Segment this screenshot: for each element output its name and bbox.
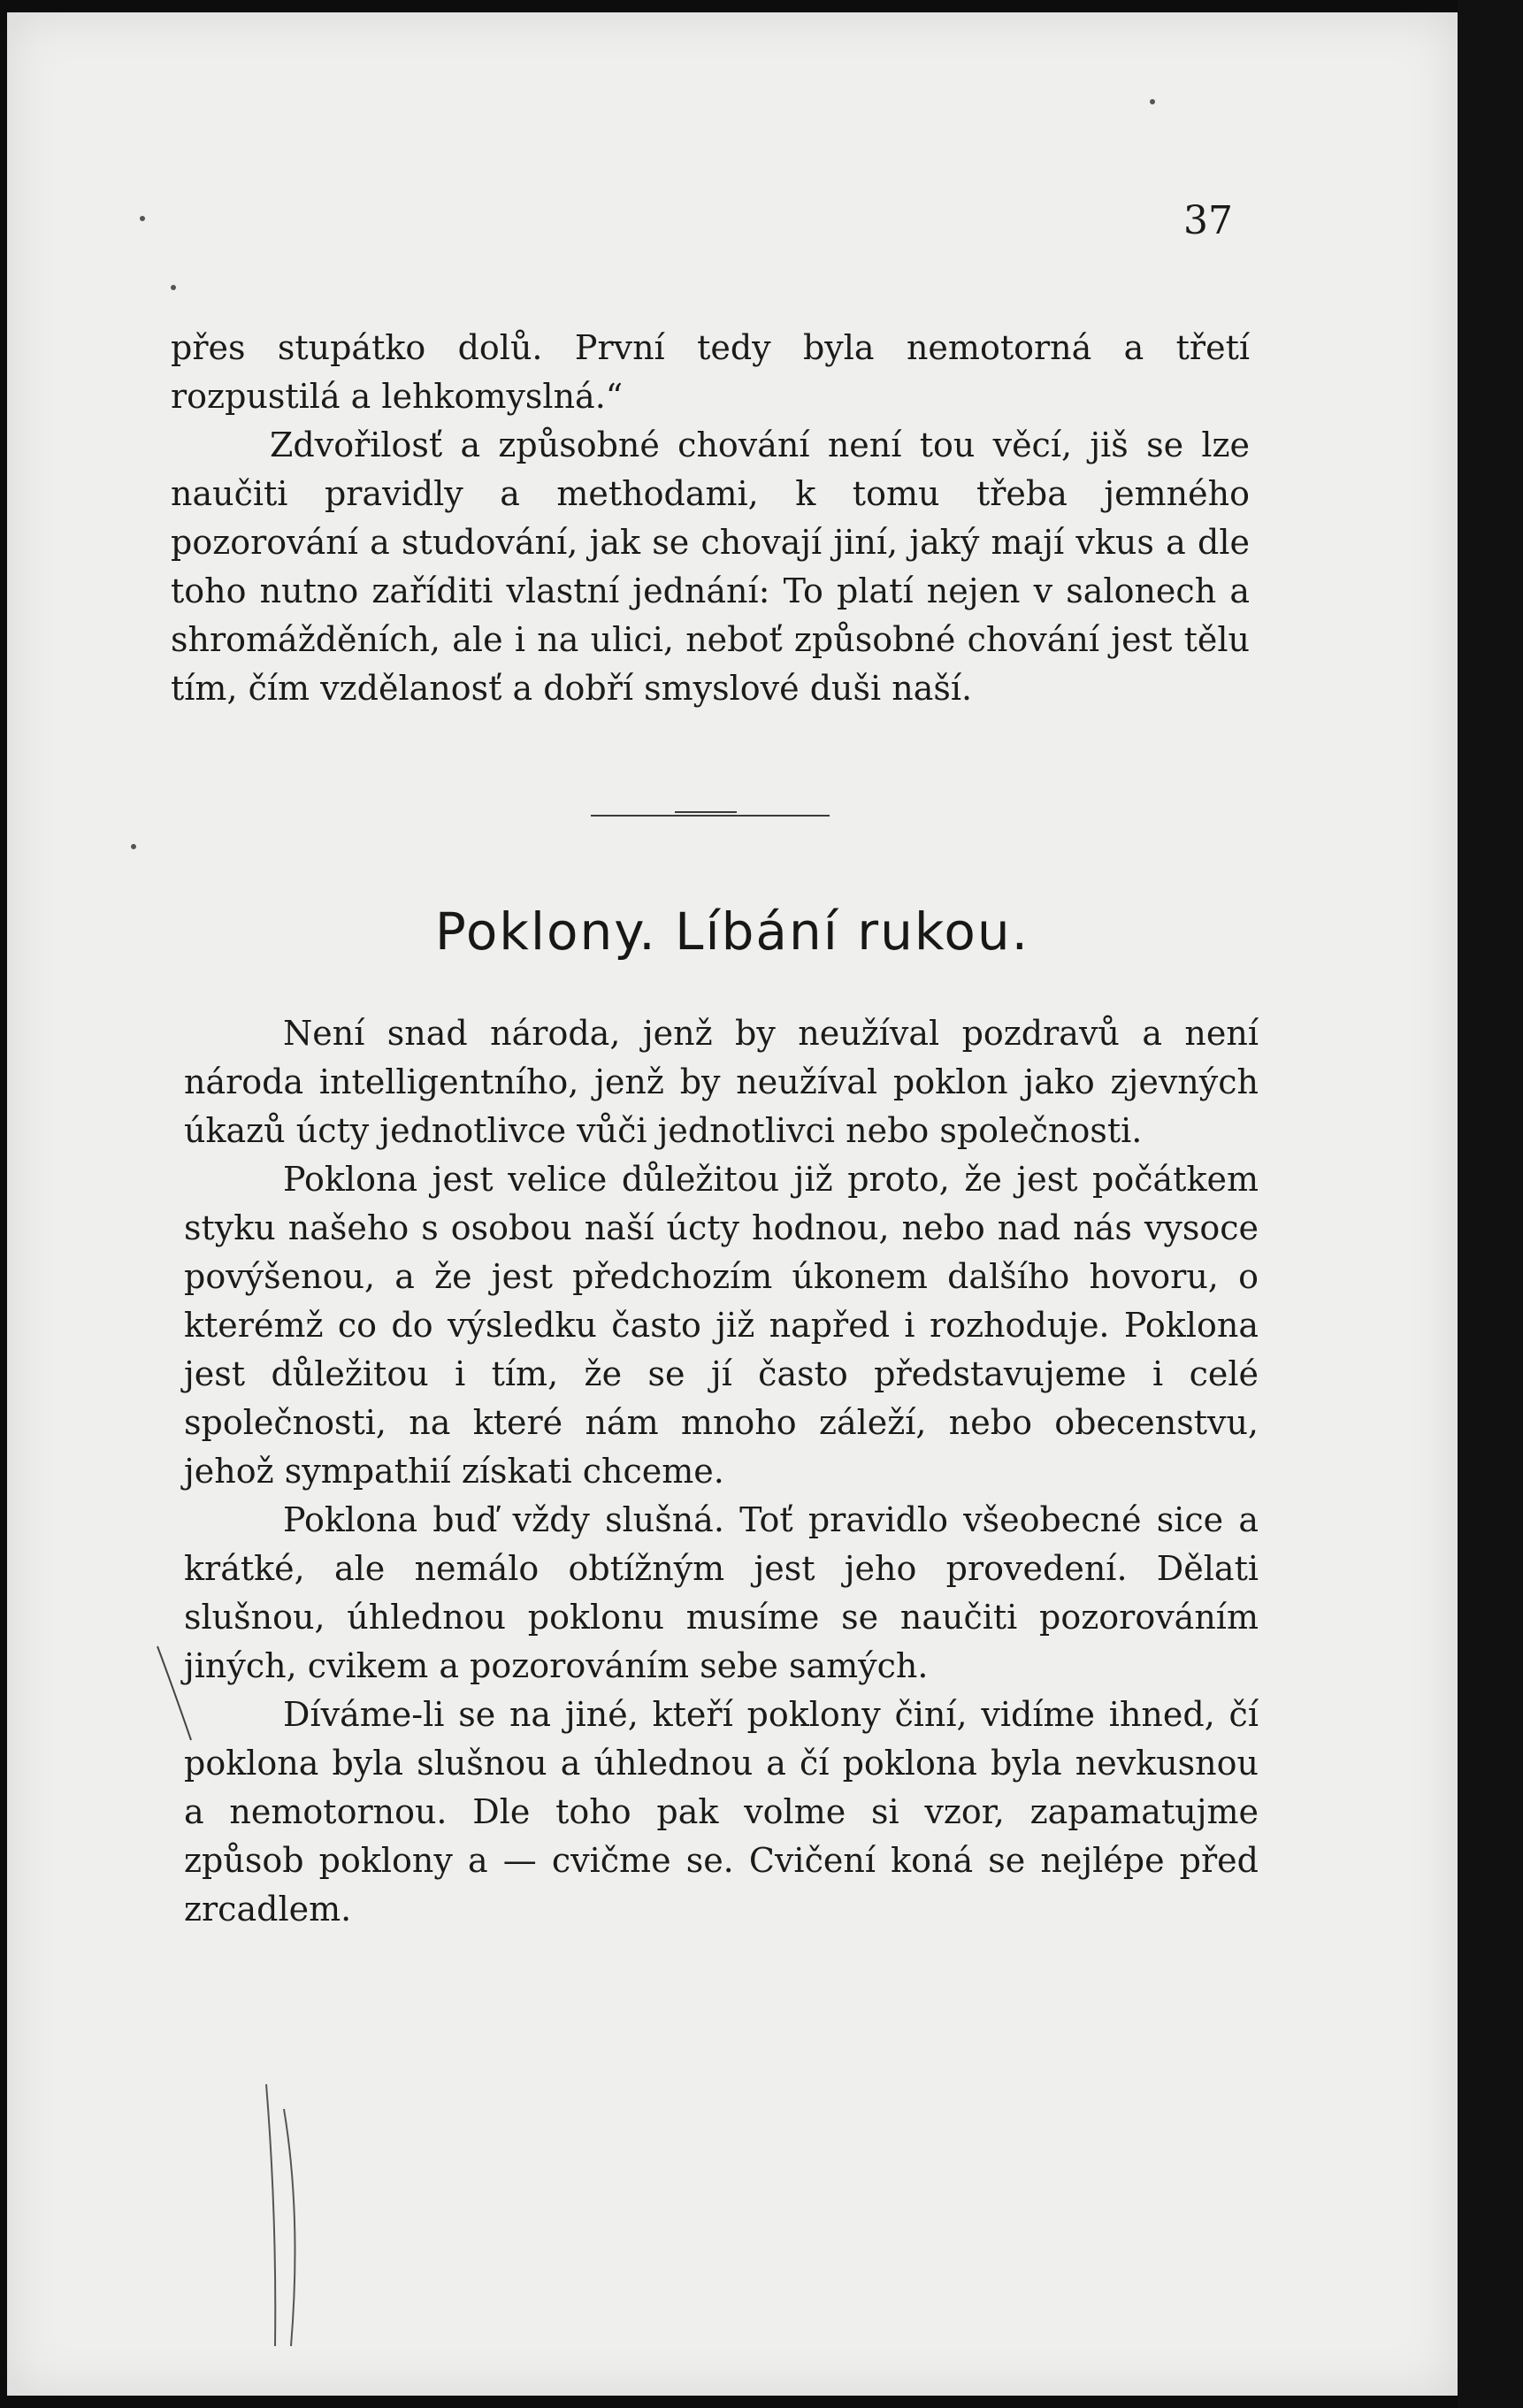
paragraph: Díváme-li se na jiné, kteří poklony činí, vidíme ihned, čí poklona byla slušnou a úhlednou a čí poklona byla nevkusnou a nemotornou. Dle toho pak volme si vzor, zapamatujme způsob poklony a — cvičme se. Cvičení koná se nejlépe před zrcadlem. — [184, 1695, 1259, 1929]
paper-speck — [1150, 99, 1155, 104]
scan-border — [1458, 0, 1523, 2408]
pencil-mark — [259, 2082, 312, 2348]
paper-speck — [171, 285, 176, 290]
paragraph: Zdvořilosť a způsobné chování není tou věcí, jiš se lze naučiti pravidly a methodami, k tomu třeba jemného pozorování a studování, jak se chovají jiní, jaký mají vkus a dle toho nutno zaříditi vlastní jednání: To platí nejen v salonech a shromážděních, ale i na ulici, neboť způsobné chování jest tělu tím, čím vzdělanosť a dobří smyslové duši naší. — [171, 426, 1250, 708]
section-heading: Poklony. Líbání rukou. — [434, 901, 1030, 962]
section-divider — [591, 815, 830, 817]
page-number: 37 — [1183, 198, 1233, 243]
book-page — [7, 12, 1458, 2396]
pencil-mark — [156, 1645, 195, 1742]
paper-speck — [131, 844, 136, 849]
text-block-bottom — [184, 1009, 1259, 1934]
text-block-top — [171, 324, 1250, 713]
paragraph: Není snad národa, jenž by neužíval pozdravů a není národa intelligentního, jenž by neužíval poklon jako zjevných úkazů úcty jednotlivce vůči jednotlivci nebo společnosti. — [184, 1014, 1259, 1150]
paragraph: Poklona jest velice důležitou již proto, že jest počátkem styku našeho s osobou naší úcty hodnou, nebo nad nás vysoce povýšenou, a že jest předchozím úkonem dalšího hovoru, o kterémž co do výsledku často již napřed i rozhoduje. Poklona jest důležitou i tím, že se jí často představujeme i celé společnosti, na které nám mnoho záleží, nebo obecenstvu, jehož sympathií získati chceme. — [184, 1160, 1259, 1491]
paper-speck — [140, 216, 145, 221]
paragraph: přes stupátko dolů. První tedy byla nemotorná a třetí rozpustilá a lehkomyslná.“ — [171, 328, 1250, 416]
paragraph: Poklona buď vždy slušná. Toť pravidlo všeobecné sice a krátké, ale nemálo obtížným jest jeho provedení. Dělati slušnou, úhlednou poklonu musíme se naučiti pozorováním jiných, cvikem a pozorováním sebe samých. — [184, 1500, 1259, 1685]
